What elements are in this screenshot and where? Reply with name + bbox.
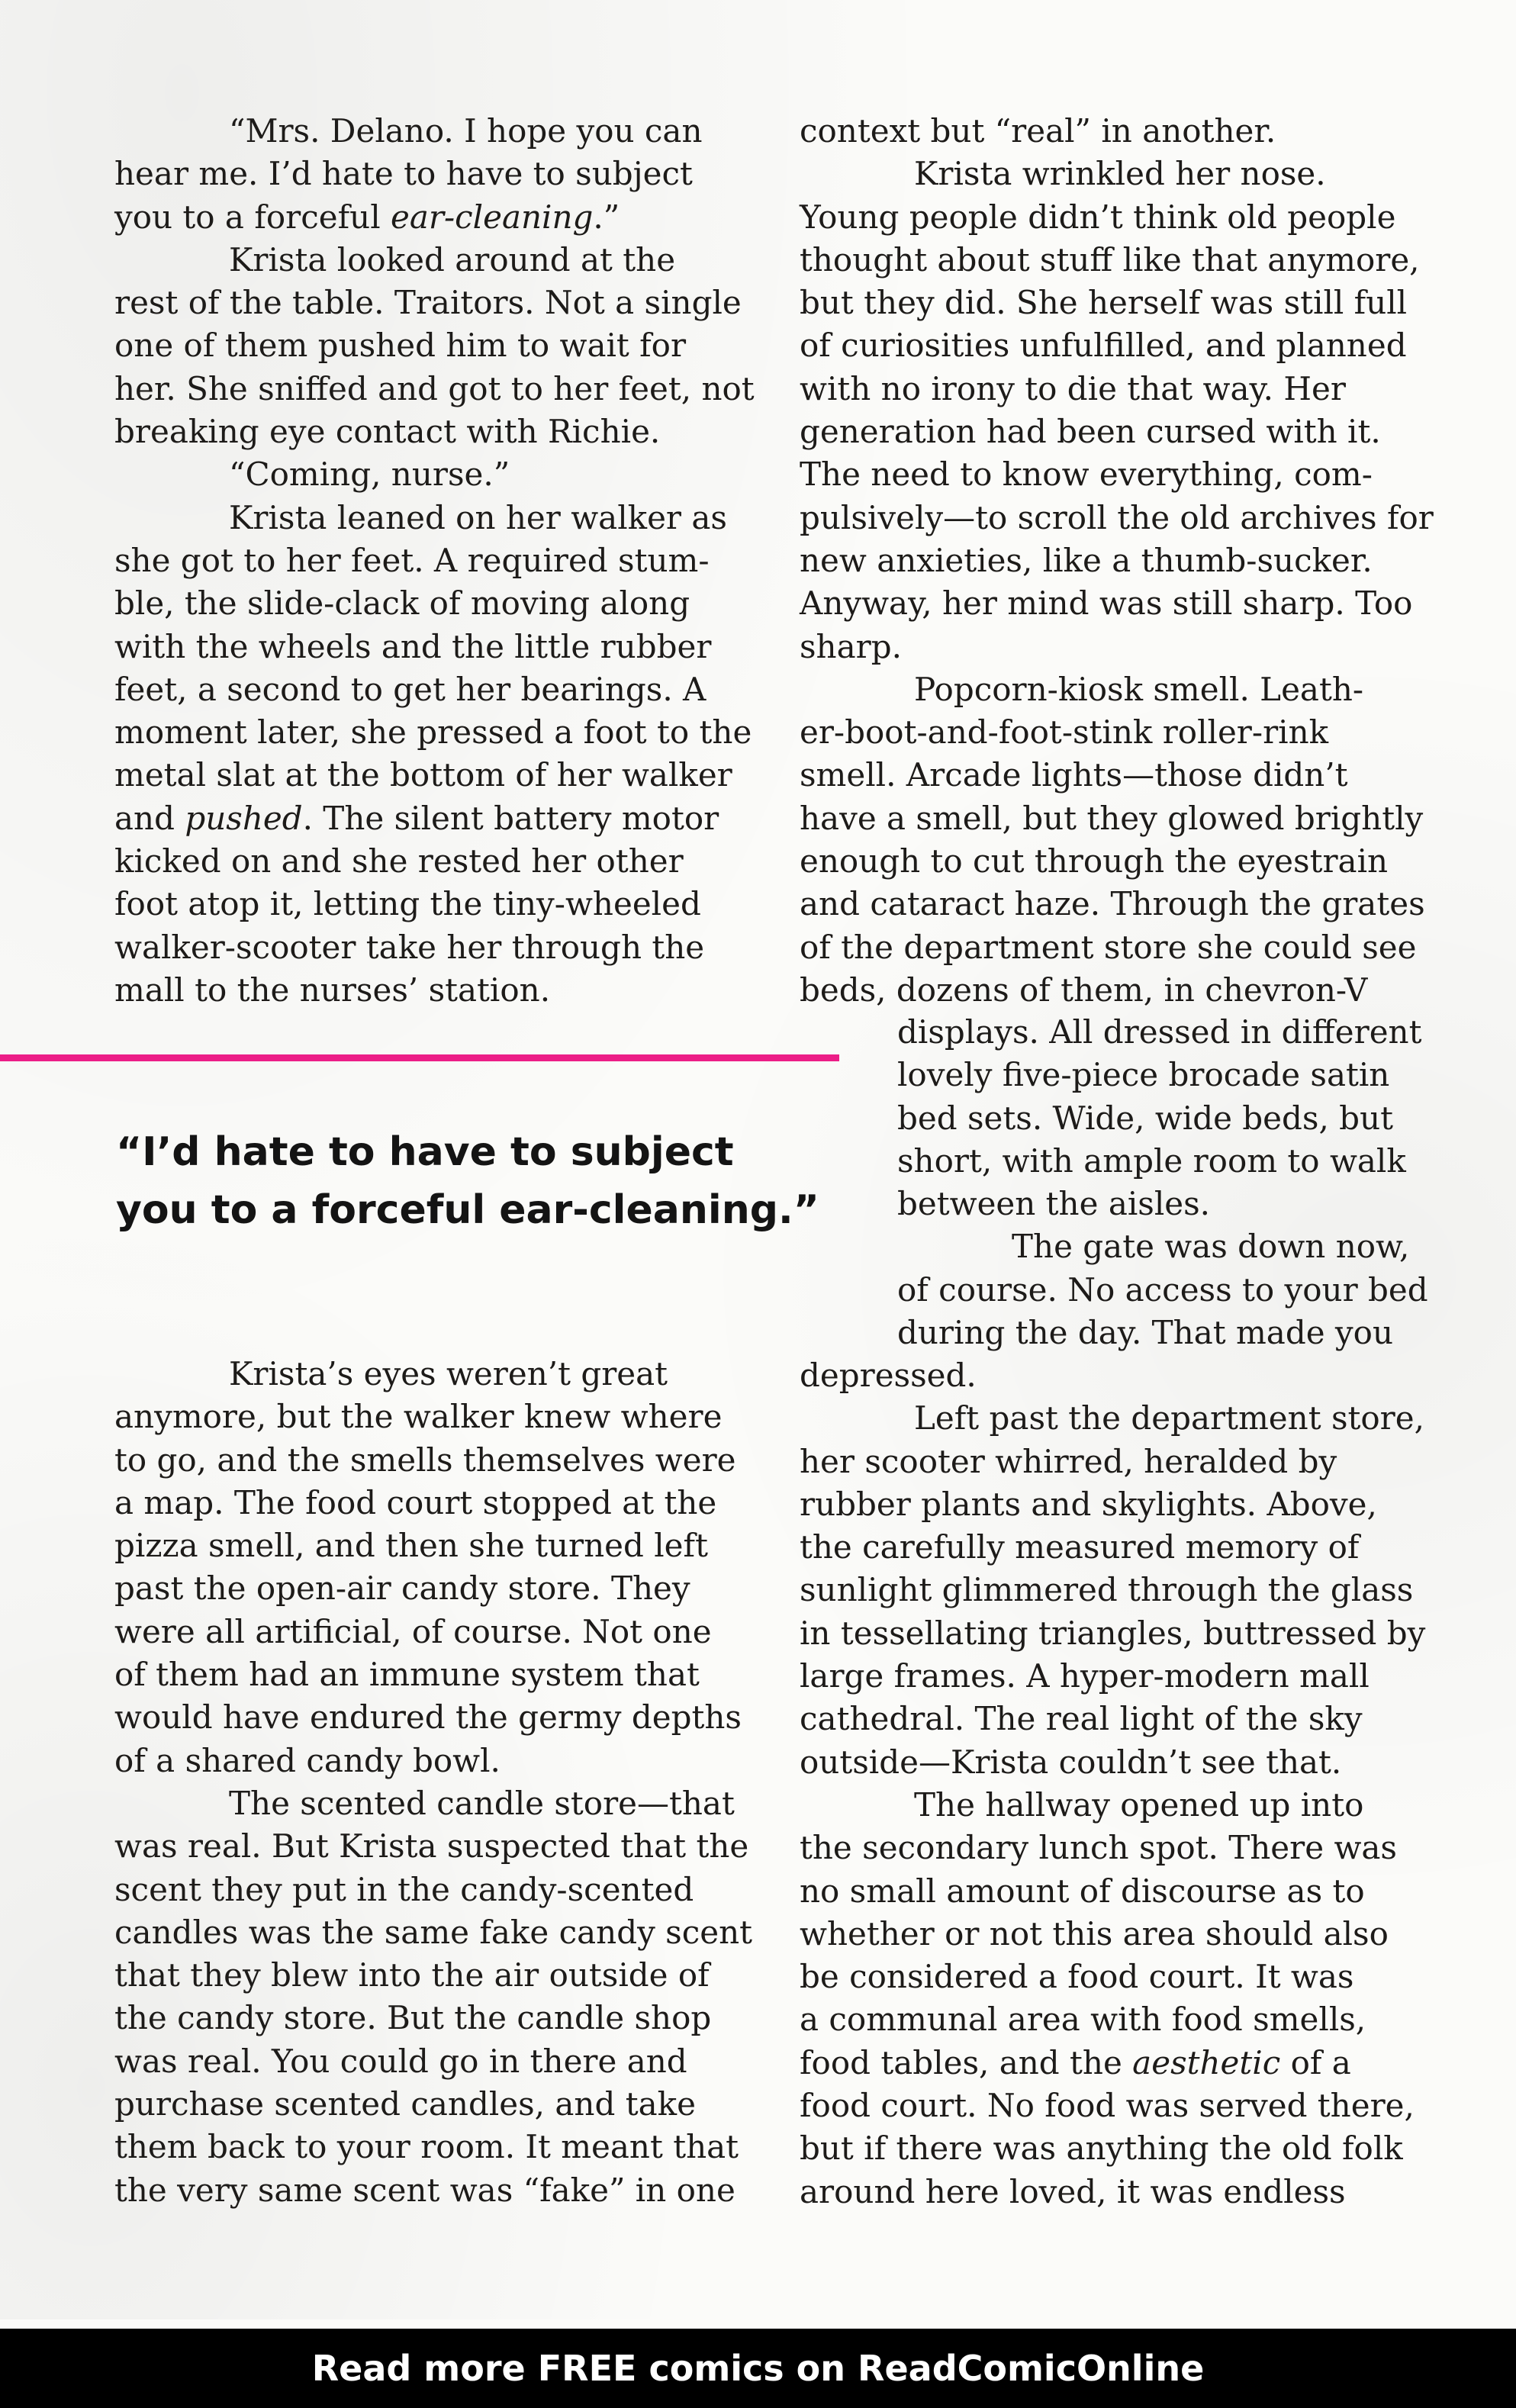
text-line (800, 754, 1448, 797)
footer-link-text[interactable]: Read more FREE comics on ReadComicOnline (311, 2348, 1205, 2389)
text-run: food court. No food was served there, (800, 2087, 1415, 2125)
text-line (800, 1569, 1448, 1611)
story-column-right-bottom (800, 1354, 1448, 2213)
text-run: she got to her feet. A required stum- (114, 541, 710, 579)
text-run: generation had been cursed with it. (800, 413, 1381, 451)
text-run: and cataract haze. Through the grates (800, 885, 1425, 923)
text-run: breaking eye contact with Richie. (114, 413, 661, 451)
text-line (114, 926, 763, 969)
text-line (800, 926, 1448, 969)
text-run: with the wheels and the little rubber (114, 627, 712, 665)
text-line (114, 1740, 763, 1782)
text-line (800, 1741, 1448, 1784)
text-run: bed sets. Wide, wide beds, but (897, 1099, 1393, 1137)
text-line (114, 497, 763, 539)
text-run: pizza smell, and then she turned left (114, 1527, 708, 1565)
text-run: metal slat at the bottom of her walker (114, 756, 732, 794)
text-run: but they did. She herself was still full (800, 284, 1408, 322)
text-run: The gate was down now, (1012, 1228, 1410, 1266)
text-line (800, 196, 1448, 239)
story-column-left-top (114, 110, 763, 1012)
text-run: Krista leaned on her walker as (229, 498, 727, 536)
text-run: of course. No access to your bed (897, 1270, 1428, 1309)
text-run: feet, a second to get her bearings. A (114, 670, 707, 708)
text-line (800, 626, 1448, 668)
text-line (114, 1567, 763, 1610)
text-run: large frames. A hyper-modern mall (800, 1657, 1370, 1695)
text-line (114, 1396, 763, 1438)
text-line (800, 1441, 1448, 1483)
text-run: Krista’s eyes weren’t great (229, 1355, 668, 1392)
text-line (800, 1784, 1448, 1827)
text-run: outside—Krista couldn’t see that. (800, 1743, 1342, 1781)
text-line (800, 497, 1448, 539)
text-run: during the day. That made you (897, 1314, 1393, 1352)
text-run: kicked on and she rested her other (114, 842, 684, 880)
text-line (114, 110, 763, 153)
text-run: scent they put in the candy-scented (114, 1870, 694, 1908)
pull-quote (116, 1123, 833, 1239)
text-run: the candy store. But the candle shop (114, 1999, 712, 2037)
text-line (114, 239, 763, 282)
text-line (114, 1482, 763, 1524)
text-run: The need to know everything, com- (800, 456, 1373, 494)
text-run: context but “real” in another. (800, 112, 1276, 150)
story-column-right-wrapped (897, 1011, 1448, 1354)
text-run: walker-scooter take her through the (114, 928, 705, 966)
text-run: of them had an immune system that (114, 1656, 700, 1694)
pull-quote-line-1: “I’d hate to have to subject (116, 1129, 734, 1175)
text-run: you to a forceful (114, 198, 391, 236)
story-column-left-bottom (114, 1353, 763, 2212)
text-line (800, 1998, 1448, 2041)
text-run: of a shared candy bowl. (114, 1741, 501, 1779)
text-run: beds, dozens of them, in chevron-V (800, 971, 1368, 1009)
text-line (800, 539, 1448, 582)
text-run: Young people didn’t think old people (800, 198, 1396, 236)
text-run: of the department store she could see (800, 928, 1417, 966)
text-line (897, 1225, 1448, 1268)
text-line (114, 1611, 763, 1653)
text-line (114, 1439, 763, 1482)
text-run: rubber plants and skylights. Above, (800, 1485, 1377, 1523)
text-line (897, 1269, 1448, 1312)
text-line (800, 840, 1448, 883)
text-run: displays. All dressed in different (897, 1013, 1422, 1051)
text-run: candles was the same fake candy scent (114, 1913, 753, 1951)
text-line (800, 883, 1448, 926)
text-line (800, 1827, 1448, 1869)
text-line (114, 582, 763, 625)
text-run: no small amount of discourse as to (800, 1872, 1365, 1910)
text-line (800, 324, 1448, 367)
text-run: between the aisles. (897, 1185, 1211, 1223)
text-run: short, with ample room to walk (897, 1141, 1406, 1180)
text-line (800, 1698, 1448, 1740)
emphasized-text: ear-cleaning (390, 198, 594, 236)
text-line (800, 368, 1448, 410)
text-line (114, 1911, 763, 1954)
text-run: thought about stuff like that anymore, (800, 240, 1420, 278)
text-line (800, 1483, 1448, 1526)
text-line (800, 711, 1448, 754)
pull-quote-line-2: you to a forceful ear-cleaning.” (116, 1187, 819, 1233)
text-run: depressed. (800, 1357, 977, 1394)
text-line (800, 1956, 1448, 1998)
text-run: were all artificial, of course. Not one (114, 1612, 712, 1650)
text-line (800, 239, 1448, 282)
text-run: with no irony to die that way. Her (800, 369, 1346, 407)
text-line (800, 1526, 1448, 1569)
text-line (800, 1354, 1448, 1397)
text-line (800, 2171, 1448, 2213)
text-line (114, 1524, 763, 1567)
text-run: cathedral. The real light of the sky (800, 1700, 1363, 1738)
text-line (114, 153, 763, 195)
text-run: to go, and the smells themselves were (114, 1441, 736, 1479)
text-run: that they blew into the air outside of (114, 1956, 710, 1994)
text-line (800, 2084, 1448, 2127)
text-run: but if there was anything the old folk (800, 2130, 1403, 2168)
text-line (800, 2127, 1448, 2170)
text-line (897, 1097, 1448, 1140)
text-line (800, 1870, 1448, 1913)
text-run: the secondary lunch spot. There was (800, 1829, 1397, 1867)
text-line (897, 1140, 1448, 1183)
text-line (114, 840, 763, 883)
text-line (114, 1353, 763, 1396)
text-line (114, 1954, 763, 1997)
text-line (800, 453, 1448, 496)
text-run: have a smell, but they glowed brightly (800, 799, 1424, 837)
text-line (114, 453, 763, 496)
text-run: The hallway opened up into (914, 1785, 1364, 1824)
text-run: would have endured the germy depths (114, 1698, 742, 1737)
text-run: The scented candle store—that (229, 1784, 735, 1822)
text-run: lovely five-piece brocade satin (897, 1056, 1390, 1094)
text-run: sharp. (800, 627, 902, 665)
text-line (114, 282, 763, 324)
text-run: Krista looked around at the (229, 240, 676, 278)
text-line (114, 626, 763, 668)
text-run: “Coming, nurse.” (229, 456, 510, 494)
text-run: in tessellating triangles, buttressed by (800, 1614, 1426, 1652)
text-line (800, 1655, 1448, 1698)
text-line (114, 711, 763, 754)
text-line (800, 153, 1448, 195)
text-line (800, 668, 1448, 711)
text-run: of a (1280, 2043, 1351, 2081)
story-column-right-top (800, 110, 1448, 1012)
text-line (114, 2040, 763, 2083)
text-line (114, 368, 763, 410)
text-line (114, 754, 763, 797)
text-run: ble, the slide-clack of moving along (114, 584, 690, 623)
pink-divider-rule (0, 1054, 839, 1061)
text-line (800, 110, 1448, 153)
text-run: pulsively—to scroll the old archives for (800, 498, 1434, 536)
text-run: past the open-air candy store. They (114, 1569, 690, 1608)
text-line (800, 410, 1448, 453)
text-run: sunlight glimmered through the glass (800, 1571, 1414, 1609)
text-run: around here loved, it was endless (800, 2172, 1346, 2210)
text-line (897, 1312, 1448, 1354)
text-run: “Mrs. Delano. I hope you can (229, 112, 703, 150)
text-line (897, 1011, 1448, 1054)
text-line (114, 2169, 763, 2212)
text-run: the very same scent was “fake” in one (114, 2171, 735, 2209)
text-run: rest of the table. Traitors. Not a single (114, 284, 742, 322)
text-run: be considered a food court. It was (800, 1958, 1354, 1996)
text-line (114, 539, 763, 582)
text-run: new anxieties, like a thumb-sucker. (800, 541, 1373, 579)
text-run: them back to your room. It meant that (114, 2128, 739, 2166)
text-run: was real. But Krista suspected that the (114, 1827, 749, 1866)
text-run: anymore, but the walker knew where (114, 1398, 723, 1436)
text-line (800, 1397, 1448, 1440)
text-run: and (114, 799, 185, 837)
text-line (114, 883, 763, 926)
text-line (114, 1653, 763, 1696)
text-run: enough to cut through the eyestrain (800, 842, 1389, 880)
text-run: foot atop it, letting the tiny-wheeled (114, 885, 701, 923)
text-line (114, 668, 763, 711)
text-line (114, 1825, 763, 1868)
text-run: Popcorn-kiosk smell. Leath- (914, 670, 1364, 708)
text-line (800, 2042, 1448, 2084)
text-run: a map. The food court stopped at the (114, 1483, 717, 1521)
text-line (114, 969, 763, 1012)
text-run: her. She sniffed and got to her feet, not (114, 369, 755, 407)
text-line (800, 1612, 1448, 1655)
emphasized-text: aesthetic (1132, 2043, 1281, 2081)
text-run: er-boot-and-foot-stink roller-rink (800, 713, 1329, 752)
emphasized-text: pushed (185, 799, 303, 837)
text-line (114, 1869, 763, 1911)
text-run: food tables, and the (800, 2043, 1133, 2081)
text-run: of curiosities unfulfilled, and planned (800, 327, 1407, 365)
text-run: . The silent battery motor (302, 799, 719, 837)
text-line (800, 1913, 1448, 1956)
text-run: smell. Arcade lights—those didn’t (800, 756, 1348, 794)
text-line (114, 196, 763, 239)
text-run: moment later, she pressed a foot to the (114, 713, 752, 752)
text-line (114, 1997, 763, 2039)
text-run: was real. You could go in there and (114, 2042, 687, 2080)
text-run: Anyway, her mind was still sharp. Too (800, 584, 1413, 623)
text-run: the carefully measured memory of (800, 1528, 1360, 1566)
text-run: Krista wrinkled her nose. (914, 155, 1326, 193)
text-run: mall to the nurses’ station. (114, 971, 551, 1009)
text-line (114, 1696, 763, 1739)
text-line (114, 2126, 763, 2168)
text-run: one of them pushed him to wait for (114, 327, 687, 365)
text-line (800, 282, 1448, 324)
text-run: whether or not this area should also (800, 1914, 1389, 1952)
text-line (897, 1183, 1448, 1225)
text-line (114, 2083, 763, 2126)
text-line (114, 797, 763, 840)
text-line (800, 797, 1448, 840)
text-line (114, 410, 763, 453)
text-line (800, 582, 1448, 625)
text-run: Left past the department store, (914, 1399, 1424, 1437)
text-line (800, 969, 1448, 1012)
text-run: a communal area with food smells, (800, 2001, 1366, 2039)
text-run: hear me. I’d hate to have to subject (114, 155, 693, 193)
text-line (114, 1782, 763, 1825)
text-line (114, 324, 763, 367)
footer-banner[interactable] (0, 2329, 1516, 2408)
text-run: purchase scented candles, and take (114, 2085, 696, 2123)
text-line (897, 1054, 1448, 1096)
text-run: her scooter whirred, heralded by (800, 1442, 1337, 1480)
text-run: .” (593, 198, 620, 236)
